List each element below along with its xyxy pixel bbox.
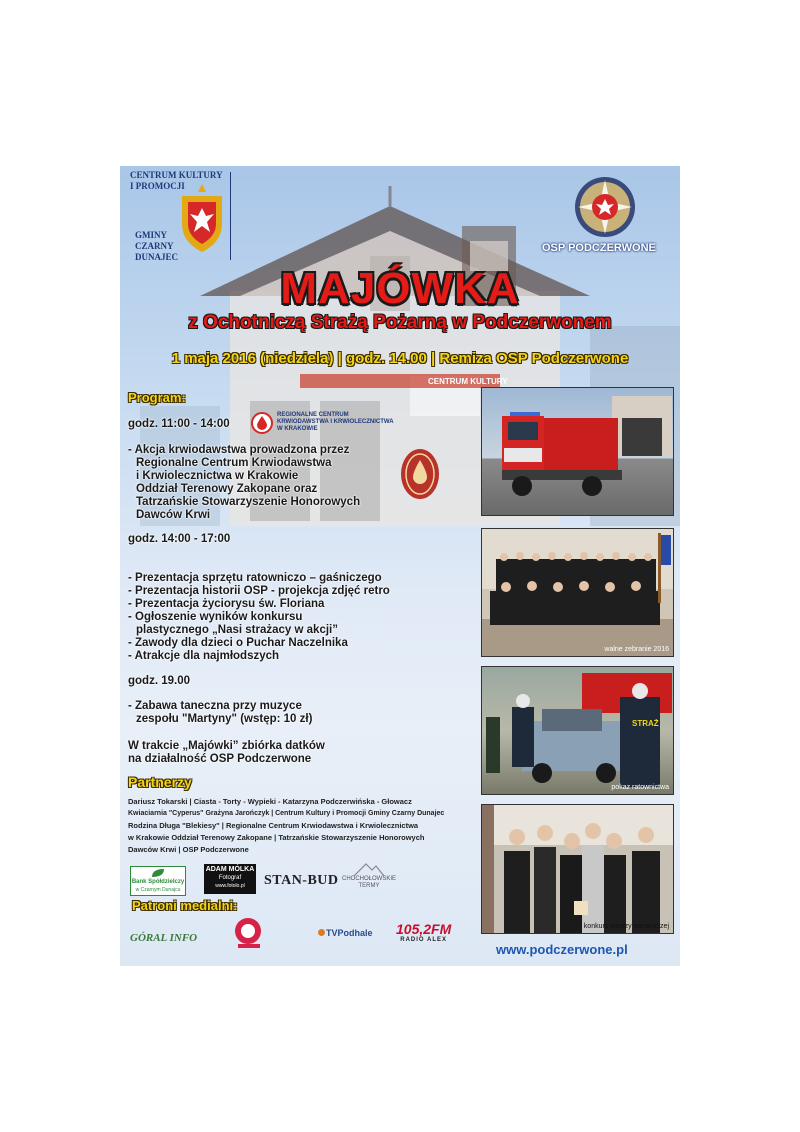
poster-subtitle: z Ochotniczą Strażą Pożarną w Podczerwonem: [188, 312, 612, 333]
list-item: plastycznego „Nasi strażacy w akcji”: [136, 624, 338, 636]
block1-list: [128, 444, 360, 522]
partner-line: Dawców Krwi | OSP Podczerwone: [128, 845, 249, 854]
partner-line: w Krakowie Oddział Terenowy Zakopane | Tatrzańskie Stowarzyszenie Honorowych: [128, 833, 425, 842]
osp-emblem-icon: [572, 174, 638, 240]
partners-heading: Partnerzy: [128, 774, 192, 790]
group-photo-illustration: [482, 529, 673, 656]
bank-leaf-icon: [151, 868, 165, 878]
media-badge-icon: [232, 916, 266, 950]
list-item: - Atrakcje dla najmłodszych: [128, 650, 280, 662]
block2-time: godz. 14:00 - 17:00: [128, 533, 231, 545]
list-item: - Prezentacja historii OSP - projekcja zdjęć retro: [128, 585, 390, 597]
list-item: zespołu "Martyny" (wstęp: 10 zł): [136, 713, 313, 725]
list-item: - Prezentacja życiorysu św. Floriana: [128, 598, 325, 610]
list-item: - Akcja krwiodawstwa prowadzona przez: [128, 444, 350, 456]
straz-label: STRAŻ: [632, 719, 659, 728]
list-item: - Ogłoszenie wyników konkursu: [128, 611, 303, 623]
website-link[interactable]: www.podczerwone.pl: [496, 942, 628, 957]
blood-drop-icon: [251, 412, 273, 434]
honorary-donors-emblem-icon: [400, 448, 440, 500]
list-item: Tatrzańskie Stowarzyszenie Honorowych: [136, 496, 361, 508]
partner-line: Dariusz Tokarski | Ciasta - Torty - Wypieki - Katarzyna Podczerwińska - Głowacz: [128, 797, 412, 806]
block3-time: godz. 19.00: [128, 675, 190, 687]
fire-truck-illustration: [482, 388, 673, 515]
building-sign: CENTRUM KULTURY: [428, 377, 508, 386]
bank-logo: Bank Spółdzielczy w Czarnym Dunajcu: [130, 866, 186, 896]
photo-caption: pokaz ratownictwa: [611, 784, 669, 791]
photo-knowledge-contest: [481, 804, 674, 934]
event-dateline: 1 maja 2016 (niedziela) | godz. 14.00 | Remiza OSP Podczerwone: [171, 350, 629, 367]
rescue-illustration: [482, 667, 673, 794]
termy-logo: CHOCHOŁOWSKIE TERMY: [342, 862, 396, 890]
photo-caption: walne zebranie 2016: [604, 646, 669, 653]
tvpodhale-logo: TVPodhale: [318, 928, 373, 938]
list-item: Regionalne Centrum Krwiodawstwa: [136, 457, 332, 469]
contest-illustration: [482, 805, 673, 933]
list-item: Dawców Krwi: [136, 509, 211, 521]
block3-list: [128, 700, 312, 726]
gmina-coat-of-arms-icon: [176, 184, 228, 254]
goral-info-logo: GÓRAL INFO: [130, 932, 198, 944]
photo-caption: konkurs wiedzy pożarniczej: [583, 923, 669, 930]
collection-note: W trakcie „Majówki” zbiórka datków na działalność OSP Podczerwone: [128, 740, 325, 765]
radio-alex-logo: 105,2FM RADIO ALEX: [396, 921, 452, 943]
osp-label: OSP PODCZERWONE: [542, 242, 656, 254]
block1-time: godz. 11:00 - 14:00: [128, 418, 230, 430]
photo-rescue-demo: [481, 666, 674, 795]
adam-molka-logo: ADAM MÓLKA Fotograf www.fotolo.pl: [204, 864, 256, 894]
list-item: - Prezentacja sprzętu ratowniczo – gaśniczego: [128, 572, 382, 584]
list-item: - Zawody dla dzieci o Puchar Naczelnika: [128, 637, 348, 649]
poster-title: MAJÓWKA: [280, 264, 520, 313]
list-item: Oddział Terenowy Zakopane oraz: [136, 483, 318, 495]
list-item: - Zabawa taneczna przy muzyce: [128, 700, 302, 712]
org-left-top: CENTRUM KULTURY I PROMOCJI: [130, 170, 223, 191]
rckik-logo-text: REGIONALNE CENTRUM KRWIODAWSTWA I KRWIOLECZNICTWA W KRAKOWIE: [277, 412, 394, 432]
photo-fire-truck: [481, 387, 674, 516]
photo-annual-meeting: [481, 528, 674, 657]
stan-bud-logo: STAN-BUD: [264, 873, 339, 888]
partner-line: Kwiaciarnia "Cyperus" Grażyna Jarończyk | Centrum Kultury i Promocji Gminy Czarny Dunajec: [128, 810, 445, 817]
tv-circle-icon: [318, 929, 325, 936]
mountain-icon: [354, 862, 384, 876]
partner-line: Rodzina Długa "Blekiesy" | Regionalne Centrum Krwiodawstwa i Krwiolecznictwa: [128, 821, 419, 830]
list-item: i Krwiolecznictwa w Krakowie: [136, 470, 299, 482]
program-heading: Program:: [128, 390, 186, 405]
poster: [120, 166, 680, 966]
block2-list: [128, 572, 390, 663]
partners-list: [128, 796, 480, 856]
org-left-bottom: GMINY CZARNY DUNAJEC: [135, 230, 179, 262]
media-heading: Patroni medialni:: [132, 898, 238, 913]
org-divider: [230, 172, 231, 260]
